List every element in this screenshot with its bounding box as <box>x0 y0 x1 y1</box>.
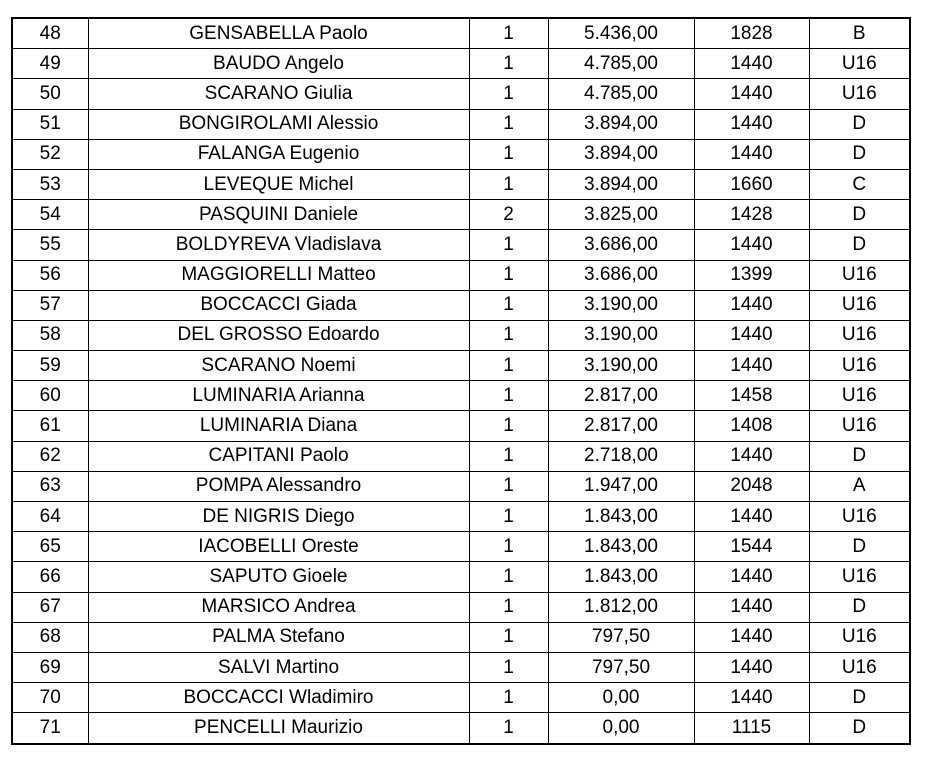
count-cell: 1 <box>469 683 548 713</box>
count-cell: 1 <box>469 381 548 411</box>
count-cell: 1 <box>469 532 548 562</box>
player-name-cell: PENCELLI Maurizio <box>88 713 469 744</box>
amount-cell: 3.190,00 <box>548 290 694 320</box>
position-cell: 51 <box>12 109 88 139</box>
table-row <box>12 592 910 622</box>
ranking-sheet <box>11 17 911 745</box>
rating-cell: 1115 <box>694 713 809 744</box>
amount-cell: 797,50 <box>548 622 694 652</box>
rating-cell: 1440 <box>694 320 809 350</box>
player-name-cell: SALVI Martino <box>88 652 469 682</box>
position-cell: 59 <box>12 351 88 381</box>
player-name-cell: BOCCACCI Wladimiro <box>88 683 469 713</box>
player-name-cell: CAPITANI Paolo <box>88 441 469 471</box>
amount-cell: 3.686,00 <box>548 230 694 260</box>
position-cell: 66 <box>12 562 88 592</box>
position-cell: 57 <box>12 290 88 320</box>
table-row <box>12 652 910 682</box>
amount-cell: 797,50 <box>548 652 694 682</box>
count-cell: 1 <box>469 109 548 139</box>
amount-cell: 3.894,00 <box>548 139 694 169</box>
category-cell: U16 <box>809 381 910 411</box>
table-row <box>12 471 910 501</box>
table-row <box>12 320 910 350</box>
table-row <box>12 169 910 199</box>
count-cell: 1 <box>469 622 548 652</box>
count-cell: 1 <box>469 441 548 471</box>
ranking-table <box>11 17 911 745</box>
rating-cell: 1544 <box>694 532 809 562</box>
amount-cell: 3.825,00 <box>548 200 694 230</box>
amount-cell: 3.190,00 <box>548 320 694 350</box>
rating-cell: 1440 <box>694 290 809 320</box>
table-row <box>12 381 910 411</box>
rating-cell: 1828 <box>694 18 809 49</box>
position-cell: 49 <box>12 49 88 79</box>
player-name-cell: BAUDO Angelo <box>88 49 469 79</box>
amount-cell: 2.718,00 <box>548 441 694 471</box>
category-cell: D <box>809 713 910 744</box>
rating-cell: 1440 <box>694 652 809 682</box>
position-cell: 58 <box>12 320 88 350</box>
category-cell: U16 <box>809 79 910 109</box>
player-name-cell: LUMINARIA Diana <box>88 411 469 441</box>
player-name-cell: BONGIROLAMI Alessio <box>88 109 469 139</box>
player-name-cell: SCARANO Giulia <box>88 79 469 109</box>
count-cell: 1 <box>469 230 548 260</box>
position-cell: 62 <box>12 441 88 471</box>
rating-cell: 1440 <box>694 502 809 532</box>
count-cell: 1 <box>469 290 548 320</box>
rating-cell: 1440 <box>694 622 809 652</box>
count-cell: 1 <box>469 18 548 49</box>
table-row <box>12 441 910 471</box>
position-cell: 65 <box>12 532 88 562</box>
amount-cell: 2.817,00 <box>548 381 694 411</box>
position-cell: 67 <box>12 592 88 622</box>
count-cell: 2 <box>469 200 548 230</box>
position-cell: 55 <box>12 230 88 260</box>
player-name-cell: SCARANO Noemi <box>88 351 469 381</box>
position-cell: 71 <box>12 713 88 744</box>
player-name-cell: IACOBELLI Oreste <box>88 532 469 562</box>
category-cell: U16 <box>809 652 910 682</box>
count-cell: 1 <box>469 139 548 169</box>
count-cell: 1 <box>469 502 548 532</box>
category-cell: D <box>809 441 910 471</box>
category-cell: U16 <box>809 502 910 532</box>
rating-cell: 1428 <box>694 200 809 230</box>
table-row <box>12 562 910 592</box>
amount-cell: 3.190,00 <box>548 351 694 381</box>
amount-cell: 0,00 <box>548 683 694 713</box>
position-cell: 54 <box>12 200 88 230</box>
rating-cell: 1440 <box>694 562 809 592</box>
category-cell: U16 <box>809 562 910 592</box>
category-cell: U16 <box>809 320 910 350</box>
table-row <box>12 532 910 562</box>
rating-cell: 1408 <box>694 411 809 441</box>
category-cell: U16 <box>809 622 910 652</box>
rating-cell: 1440 <box>694 683 809 713</box>
count-cell: 1 <box>469 49 548 79</box>
category-cell: D <box>809 683 910 713</box>
position-cell: 64 <box>12 502 88 532</box>
count-cell: 1 <box>469 471 548 501</box>
table-row <box>12 18 910 49</box>
amount-cell: 1.812,00 <box>548 592 694 622</box>
amount-cell: 1.947,00 <box>548 471 694 501</box>
table-row <box>12 622 910 652</box>
category-cell: C <box>809 169 910 199</box>
table-row <box>12 683 910 713</box>
category-cell: D <box>809 139 910 169</box>
rating-cell: 1458 <box>694 381 809 411</box>
player-name-cell: PALMA Stefano <box>88 622 469 652</box>
rating-cell: 1440 <box>694 230 809 260</box>
category-cell: U16 <box>809 351 910 381</box>
amount-cell: 4.785,00 <box>548 79 694 109</box>
position-cell: 70 <box>12 683 88 713</box>
position-cell: 63 <box>12 471 88 501</box>
table-row <box>12 200 910 230</box>
position-cell: 52 <box>12 139 88 169</box>
category-cell: A <box>809 471 910 501</box>
rating-cell: 1440 <box>694 109 809 139</box>
player-name-cell: BOCCACCI Giada <box>88 290 469 320</box>
player-name-cell: DE NIGRIS Diego <box>88 502 469 532</box>
position-cell: 56 <box>12 260 88 290</box>
player-name-cell: FALANGA Eugenio <box>88 139 469 169</box>
table-row <box>12 290 910 320</box>
player-name-cell: PASQUINI Daniele <box>88 200 469 230</box>
player-name-cell: DEL GROSSO Edoardo <box>88 320 469 350</box>
count-cell: 1 <box>469 411 548 441</box>
rating-cell: 1660 <box>694 169 809 199</box>
player-name-cell: GENSABELLA Paolo <box>88 18 469 49</box>
table-row <box>12 713 910 744</box>
rating-cell: 1440 <box>694 351 809 381</box>
rating-cell: 1440 <box>694 79 809 109</box>
player-name-cell: BOLDYREVA Vladislava <box>88 230 469 260</box>
rating-cell: 1440 <box>694 441 809 471</box>
table-row <box>12 109 910 139</box>
category-cell: U16 <box>809 49 910 79</box>
amount-cell: 2.817,00 <box>548 411 694 441</box>
amount-cell: 3.894,00 <box>548 169 694 199</box>
category-cell: B <box>809 18 910 49</box>
rating-cell: 1440 <box>694 139 809 169</box>
position-cell: 60 <box>12 381 88 411</box>
table-row <box>12 351 910 381</box>
count-cell: 1 <box>469 652 548 682</box>
position-cell: 61 <box>12 411 88 441</box>
count-cell: 1 <box>469 320 548 350</box>
category-cell: U16 <box>809 411 910 441</box>
player-name-cell: MARSICO Andrea <box>88 592 469 622</box>
table-row <box>12 49 910 79</box>
position-cell: 48 <box>12 18 88 49</box>
table-row <box>12 230 910 260</box>
category-cell: D <box>809 230 910 260</box>
table-row <box>12 502 910 532</box>
amount-cell: 1.843,00 <box>548 502 694 532</box>
position-cell: 69 <box>12 652 88 682</box>
amount-cell: 3.894,00 <box>548 109 694 139</box>
table-row <box>12 260 910 290</box>
amount-cell: 1.843,00 <box>548 562 694 592</box>
count-cell: 1 <box>469 713 548 744</box>
rating-cell: 2048 <box>694 471 809 501</box>
count-cell: 1 <box>469 260 548 290</box>
position-cell: 53 <box>12 169 88 199</box>
category-cell: U16 <box>809 260 910 290</box>
category-cell: D <box>809 592 910 622</box>
player-name-cell: LEVEQUE Michel <box>88 169 469 199</box>
player-name-cell: MAGGIORELLI Matteo <box>88 260 469 290</box>
category-cell: D <box>809 109 910 139</box>
rating-cell: 1399 <box>694 260 809 290</box>
count-cell: 1 <box>469 562 548 592</box>
amount-cell: 3.686,00 <box>548 260 694 290</box>
rating-cell: 1440 <box>694 592 809 622</box>
count-cell: 1 <box>469 592 548 622</box>
ranking-table-body <box>12 18 910 744</box>
rating-cell: 1440 <box>694 49 809 79</box>
amount-cell: 1.843,00 <box>548 532 694 562</box>
table-row <box>12 79 910 109</box>
position-cell: 50 <box>12 79 88 109</box>
amount-cell: 5.436,00 <box>548 18 694 49</box>
player-name-cell: POMPA Alessandro <box>88 471 469 501</box>
count-cell: 1 <box>469 351 548 381</box>
count-cell: 1 <box>469 169 548 199</box>
category-cell: D <box>809 532 910 562</box>
amount-cell: 4.785,00 <box>548 49 694 79</box>
position-cell: 68 <box>12 622 88 652</box>
table-row <box>12 139 910 169</box>
count-cell: 1 <box>469 79 548 109</box>
amount-cell: 0,00 <box>548 713 694 744</box>
category-cell: D <box>809 200 910 230</box>
category-cell: U16 <box>809 290 910 320</box>
table-row <box>12 411 910 441</box>
player-name-cell: SAPUTO Gioele <box>88 562 469 592</box>
player-name-cell: LUMINARIA Arianna <box>88 381 469 411</box>
